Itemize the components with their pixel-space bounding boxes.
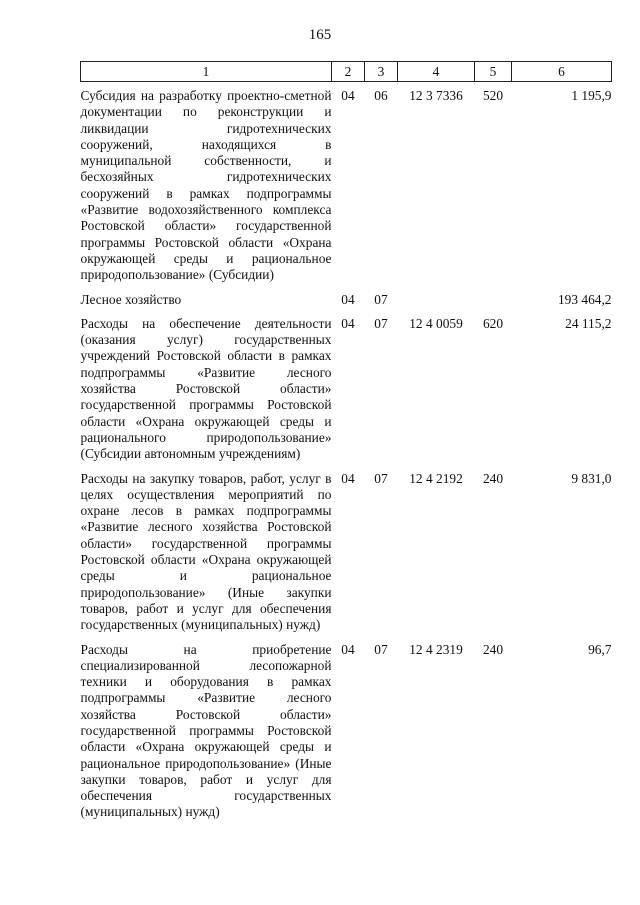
row-expense-type: 240	[482, 641, 504, 657]
row-target-code: 12 4 2192	[409, 470, 463, 486]
row-subsection: 06	[374, 88, 388, 103]
column-header-6: 6	[512, 62, 612, 82]
table-row	[81, 316, 612, 463]
row-target-code: 12 4 0059	[409, 315, 463, 331]
table-row	[81, 471, 612, 634]
row-subsection: 07	[374, 291, 388, 307]
row-description: Лесное хозяйство	[80, 291, 182, 307]
column-header-2: 2	[332, 62, 365, 82]
row-expense-type: 240	[482, 470, 504, 486]
row-section: 04	[341, 291, 355, 307]
table-header-row	[81, 62, 612, 82]
row-target-code	[398, 292, 475, 308]
row-expense-type: 520	[482, 88, 504, 103]
table-row	[81, 88, 612, 284]
row-amount: 193 464,2	[557, 291, 612, 307]
column-header-1: 1	[81, 62, 332, 82]
row-amount: 1 195,9	[571, 88, 612, 103]
row-target-code: 12 3 7336	[409, 88, 463, 103]
row-description: Расходы на закупку товаров, работ, услуг в целях осуществления мероприятий по охране лесов в рамках подпрограммы «Развитие лесного хозяйства Ростовской области» государственной программы Ростовской области «Охрана окружающей среды и рациональное природопользование» (Иные закупки товаров, работ и услуг для обеспечения государственных (муниципальных) нужд)	[80, 470, 332, 633]
table-row	[81, 642, 612, 821]
budget-table	[80, 61, 612, 821]
row-section: 04	[341, 88, 355, 103]
row-amount: 24 115,2	[565, 315, 612, 331]
row-expense-type: 620	[482, 315, 504, 331]
row-subsection: 07	[374, 315, 388, 331]
column-header-3: 3	[365, 62, 398, 82]
row-description: Расходы на приобретение специализированной лесопожарной техники и оборудования в рамках подпрограммы «Развитие лесного хозяйства Ростовской области» государственной программы Ростовской области «Охрана окружающей среды и рациональное природопользование» (Иные закупки товаров, работ и услуг для обеспечения государственных (муниципальных) нужд)	[80, 641, 332, 820]
row-amount: 96,7	[588, 641, 612, 657]
row-subsection: 07	[374, 470, 388, 486]
page-number: 165	[308, 27, 332, 43]
table-row	[81, 292, 612, 308]
row-section: 04	[341, 315, 355, 331]
row-description: Расходы на обеспечение деятельности (оказания услуг) государственных учреждений Ростовской области в рамках подпрограммы «Развитие лесного хозяйства Ростовской области» государственной программы Ростовской области «Охрана окружающей среды и рационального природопользование» (Субсидии автономным учреждениям)	[80, 315, 332, 462]
row-expense-type	[475, 292, 512, 308]
column-header-5: 5	[475, 62, 512, 82]
row-amount: 9 831,0	[571, 470, 612, 486]
row-description: Субсидия на разработку проектно-сметной документации по реконструкции и ликвидации гидротехнических сооружений, находящихся в муниципальной собственности, и бесхозяйных гидротехнических сооружений в рамках подпрограммы «Развитие водохозяйственного комплекса Ростовской области» государственной программы Ростовской области «Охрана окружающей среды и рациональное природопользование» (Субсидии)	[80, 88, 332, 283]
row-section: 04	[341, 470, 355, 486]
row-section: 04	[341, 641, 355, 657]
row-subsection: 07	[374, 641, 388, 657]
column-header-4: 4	[398, 62, 475, 82]
row-target-code: 12 4 2319	[409, 641, 463, 657]
